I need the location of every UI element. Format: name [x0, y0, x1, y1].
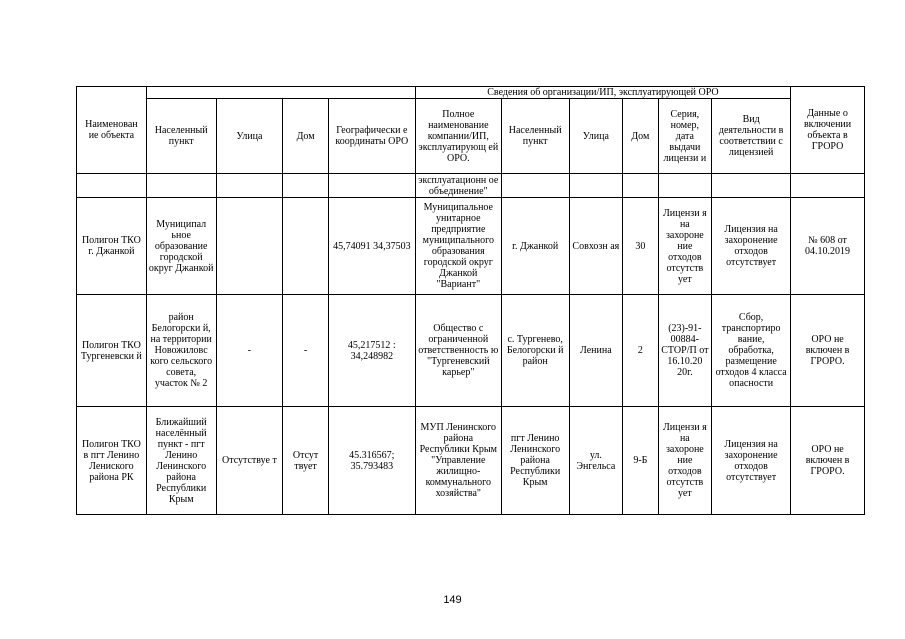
- column-header: Географически е координаты ОРО: [328, 99, 415, 174]
- column-header: Улица: [216, 99, 283, 174]
- table-cell: ул. Энгельса: [569, 407, 623, 515]
- page-number: 149: [443, 594, 462, 606]
- table-cell: Лицензи я на захороне ние отходов отсутств ует: [658, 407, 712, 515]
- table-cell: Ближайший населённый пункт - пгт Ленино Ленинского района Республики Крым: [146, 407, 216, 515]
- table-row: [77, 174, 865, 198]
- table-cell: [501, 174, 569, 198]
- header-spacer: [146, 87, 415, 99]
- column-header: Населенный пункт: [501, 99, 569, 174]
- table-cell: Совхозн ая: [569, 198, 623, 295]
- table-cell: [712, 174, 791, 198]
- column-header: Дом: [283, 99, 329, 174]
- waste-facilities-table: [76, 86, 865, 515]
- table-cell: Общество с ограниченной ответственность ю "Тургеневский карьер": [415, 295, 501, 407]
- table-cell: Муниципал ьное образование городской округ Джанкой: [146, 198, 216, 295]
- table-cell: ОРО не включен в ГРОРО.: [791, 295, 865, 407]
- table-cell: [283, 198, 329, 295]
- table-cell: 45,217512 : 34,248982: [328, 295, 415, 407]
- column-header: Населенный пункт: [146, 99, 216, 174]
- table-cell: Лицензия на захоронение отходов отсутствует: [712, 198, 791, 295]
- group-header-row: [77, 87, 865, 99]
- table-cell: 30: [623, 198, 658, 295]
- column-header: Улица: [569, 99, 623, 174]
- table-cell: Полигон ТКО г. Джанкой: [77, 198, 147, 295]
- table-cell: 45,74091 34,37503: [328, 198, 415, 295]
- table-cell: [791, 174, 865, 198]
- column-header: Наименован ие объекта: [77, 87, 147, 174]
- table-cell: Лицензия на захоронение отходов отсутствует: [712, 407, 791, 515]
- table-cell: пгт Ленино Ленинского района Республики Крым: [501, 407, 569, 515]
- table-cell: [216, 174, 283, 198]
- table-cell: Отсутствуе т: [216, 407, 283, 515]
- table-cell: [146, 174, 216, 198]
- table-cell: [216, 198, 283, 295]
- table-cell: Отсут твует: [283, 407, 329, 515]
- column-header: Серия, номер, дата выдачи лицензи и: [658, 99, 712, 174]
- column-header-row: [77, 99, 865, 174]
- table-cell: Ленина: [569, 295, 623, 407]
- table-cell: 9-Б: [623, 407, 658, 515]
- table-row: [77, 198, 865, 295]
- table-cell: Муниципальное унитарное предприятие муниципального образования городской округ Джанкой "Вариант": [415, 198, 501, 295]
- table-cell: Лицензи я на захороне ние отходов отсутств ует: [658, 198, 712, 295]
- table-cell: [77, 174, 147, 198]
- column-header: Данные о включении объекта в ГРОРО: [791, 87, 865, 174]
- table-cell: Полигон ТКО в пгт Ленино Лениского района РК: [77, 407, 147, 515]
- table-cell: -: [283, 295, 329, 407]
- table-row: [77, 295, 865, 407]
- table-cell: Сбор, транспортиро вание, обработка, размещение отходов 4 класса опасности: [712, 295, 791, 407]
- table-cell: Полигон ТКО Тургеневски й: [77, 295, 147, 407]
- table-cell: с. Тургенево, Белогорски й район: [501, 295, 569, 407]
- table-cell: (23)-91-00884-СТОР/П от 16.10.20 20г.: [658, 295, 712, 407]
- table-cell: район Белогорски й, на территории Новожиловс кого сельского совета, участок № 2: [146, 295, 216, 407]
- table-cell: [658, 174, 712, 198]
- table-cell: № 608 от 04.10.2019: [791, 198, 865, 295]
- table-cell: 2: [623, 295, 658, 407]
- table-cell: МУП Ленинского района Республики Крым "Управление жилищно-коммунального хозяйства": [415, 407, 501, 515]
- operator-group-header: Сведения об организации/ИП, эксплуатирующей ОРО: [415, 87, 790, 99]
- column-header: Вид деятельности в соответствии с лицензией: [712, 99, 791, 174]
- table-cell: [623, 174, 658, 198]
- table-row: [77, 407, 865, 515]
- table-cell: [328, 174, 415, 198]
- table-cell: эксплуатационн ое объединение": [415, 174, 501, 198]
- table-cell: [283, 174, 329, 198]
- column-header: Полное наименование компании/ИП, эксплуатирующ ей ОРО.: [415, 99, 501, 174]
- table-cell: ОРО не включен в ГРОРО.: [791, 407, 865, 515]
- table-cell: г. Джанкой: [501, 198, 569, 295]
- column-header: Дом: [623, 99, 658, 174]
- table-cell: 45.316567; 35.793483: [328, 407, 415, 515]
- table-cell: [569, 174, 623, 198]
- table-cell: -: [216, 295, 283, 407]
